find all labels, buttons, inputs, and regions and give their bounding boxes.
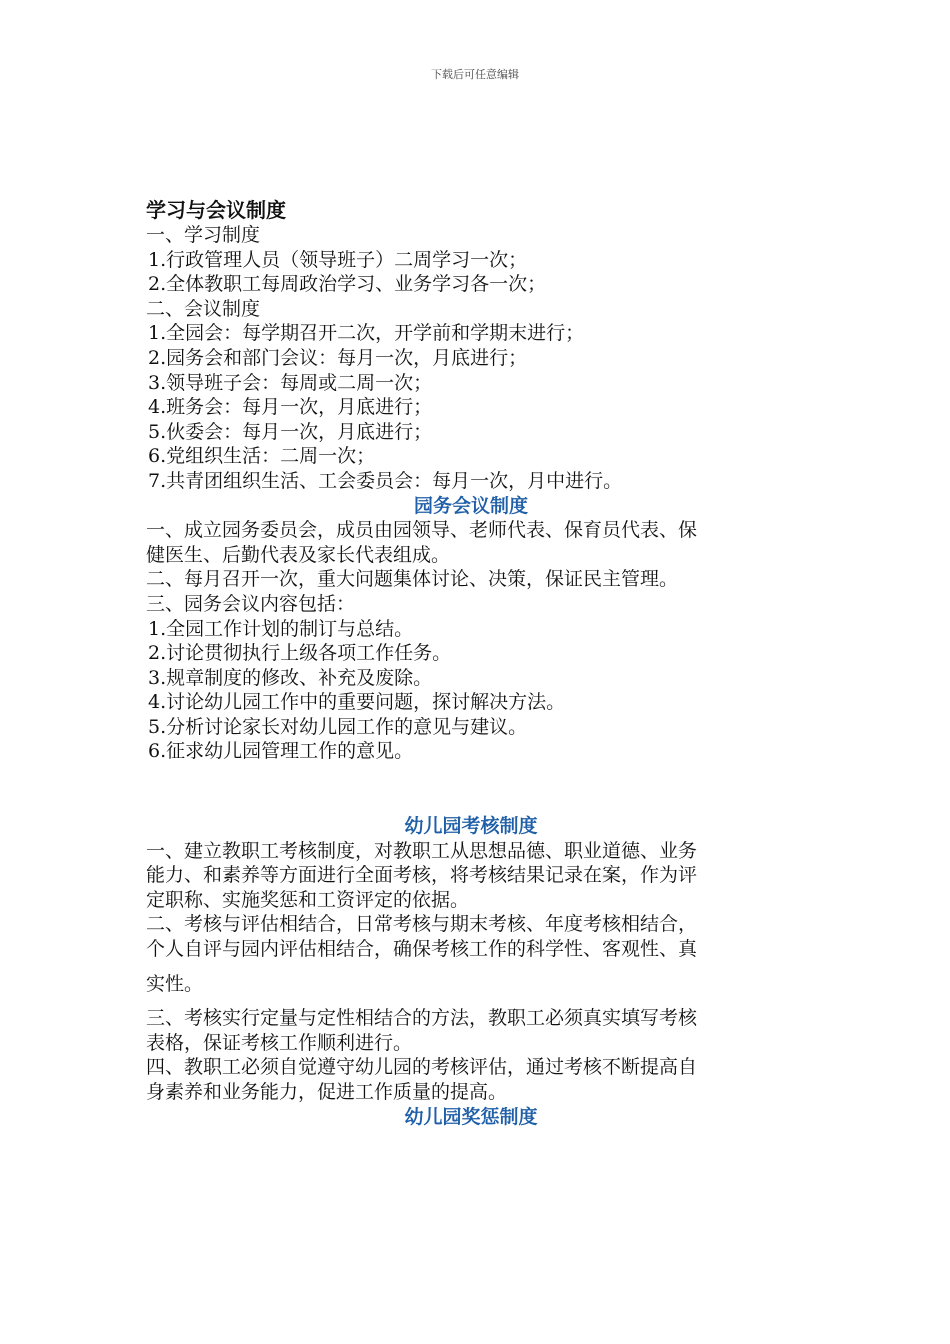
spacer: [146, 996, 796, 1006]
affairs-item: 1.全园工作计划的制订与总结。: [148, 617, 414, 640]
spacer: [146, 764, 796, 814]
affairs-item: 3.规章制度的修改、补充及废除。: [148, 666, 433, 689]
header-note: 下载后可任意编辑: [431, 68, 519, 81]
paragraph-line: 个人自评与园内评估相结合，确保考核工作的科学性、客观性、真: [146, 938, 698, 961]
meeting-item: 3.领导班子会：每周或二周一次；: [148, 371, 433, 394]
paragraph-line: 表格，保证考核工作顺利进行。: [146, 1031, 413, 1054]
meeting-item: 2.园务会和部门会议：每月一次，月底进行；: [148, 346, 528, 369]
affairs-item: 6.征求幼儿园管理工作的意见。: [148, 740, 414, 763]
section-title-rewards: 幼儿园奖惩制度: [404, 1105, 538, 1128]
paragraph-line: 三、园务会议内容包括：: [146, 592, 356, 615]
paragraph-line: 四、教职工必须自觉遵守幼儿园的考核评估，通过考核不断提高自: [146, 1056, 698, 1079]
affairs-item: 5.分析讨论家长对幼儿园工作的意见与建议。: [148, 715, 528, 738]
meeting-item: 6.党组织生活：二周一次；: [148, 445, 376, 468]
paragraph-line: 一、建立教职工考核制度，对教职工从思想品德、职业道德、业务: [146, 839, 698, 862]
meeting-item: 1.全园会：每学期召开二次，开学前和学期末进行；: [148, 322, 585, 345]
spacer: [146, 962, 796, 972]
paragraph-line: 二、每月召开一次，重大问题集体讨论、决策，保证民主管理。: [146, 568, 679, 591]
heading-meeting: 二、会议制度: [146, 297, 261, 320]
meeting-item: 5.伙委会：每月一次，月底进行；: [148, 420, 433, 443]
paragraph-line: 二、考核与评估相结合，日常考核与期末考核、年度考核相结合，: [146, 913, 698, 936]
paragraph-line: 能力、和素养等方面进行全面考核，将考核结果记录在案，作为评: [146, 864, 698, 887]
document-body: [146, 197, 796, 1129]
paragraph-line: 一、成立园务委员会，成员由园领导、老师代表、保育员代表、保: [146, 519, 698, 542]
study-item: 1.行政管理人员（领导班子）二周学习一次；: [148, 248, 528, 271]
study-item: 2.全体教职工每周政治学习、业务学习各一次；: [148, 273, 547, 296]
heading-study: 一、学习制度: [146, 224, 261, 246]
affairs-item: 4.讨论幼儿园工作中的重要问题，探讨解决方法。: [148, 691, 566, 714]
section-title-study-meeting: 学习与会议制度: [146, 198, 286, 222]
meeting-item: 7.共青团组织生活、工会委员会：每月一次，月中进行。: [148, 469, 623, 492]
section-title-garden-affairs: 园务会议制度: [413, 494, 528, 517]
section-title-assessment: 幼儿园考核制度: [404, 815, 538, 838]
paragraph-line: 实性。: [146, 972, 204, 995]
paragraph-line: 健医生、后勤代表及家长代表组成。: [146, 543, 451, 566]
paragraph-line: 三、考核实行定量与定性相结合的方法，教职工必须真实填写考核: [146, 1007, 698, 1030]
paragraph-line: 定职称、实施奖惩和工资评定的依据。: [146, 888, 470, 911]
paragraph-line: 身素养和业务能力，促进工作质量的提高。: [146, 1081, 508, 1103]
meeting-item: 4.班务会：每月一次，月底进行；: [148, 396, 433, 419]
affairs-item: 2.讨论贯彻执行上级各项工作任务。: [148, 642, 452, 665]
